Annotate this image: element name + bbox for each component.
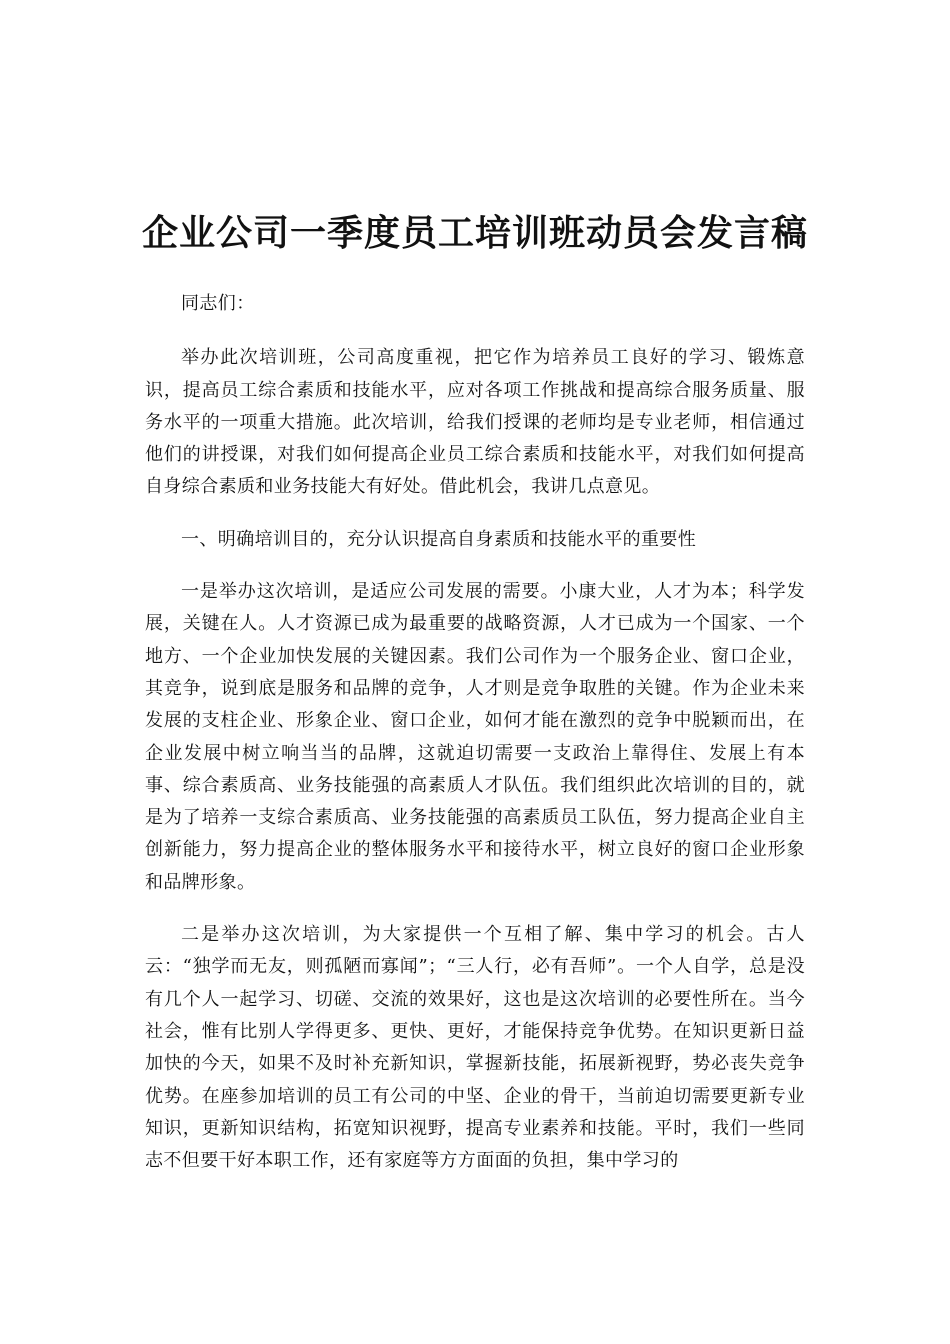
document-body: [145, 288, 805, 1197]
paragraph-intro: 举办此次培训班，公司高度重视，把它作为培养员工良好的学习、锻炼意识，提高员工综合素质和技能水平，应对各项工作挑战和提高综合服务质量、服务水平的一项重大措施。此次培训，给我们授课的老师均是专业老师，相信通过他们的讲授课，对我们如何提高企业员工综合素质和技能水平，对我们如何提高自身综合素质和业务技能大有好处。借此机会，我讲几点意见。: [145, 347, 805, 498]
document-title: 企业公司一季度员工培训班动员会发言稿: [141, 213, 808, 254]
paragraph-point-1: 一是举办这次培训，是适应公司发展的需要。小康大业，人才为本；科学发展，关键在人。人才资源已成为最重要的战略资源，人才已成为一个国家、一个地方、一个企业加快发展的关键因素。我们公司作为一个服务企业、窗口企业，其竞争，说到底是服务和品牌的竞争，人才则是竞争取胜的关键。作为企业未来发展的支柱企业、形象企业、窗口企业，如何才能在激烈的竞争中脱颖而出，在企业发展中树立响当当的品牌，这就迫切需要一支政治上靠得住、发展上有本事、综合素质高、业务技能强的高素质人才队伍。我们组织此次培训的目的，就是为了培养一支综合素质高、业务技能强的高素质员工队伍，努力提高企业自主创新能力，努力提高企业的整体服务水平和接待水平，树立良好的窗口企业形象和品牌形象。: [145, 581, 805, 893]
section-heading-1: 一、明确培训目的，充分认识提高自身素质和技能水平的重要性: [181, 528, 697, 550]
paragraph-point-2: 二是举办这次培训，为大家提供一个互相了解、集中学习的机会。古人云：“独学而无友，则孤陋而寡闻”；“三人行，必有吾师”。一个人自学，总是没有几个人一起学习、切磋、交流的效果好，这也是这次培训的必要性所在。当今社会，惟有比别人学得更多、更快、更好，才能保持竞争优势。在知识更新日益加快的今天，如果不及时补充新知识，掌握新技能，拓展新视野，势必丧失竞争优势。在座参加培训的员工有公司的中坚、企业的骨干，当前迫切需要更新专业知识，更新知识结构，拓宽知识视野，提高专业素养和技能。平时，我们一些同志不但要干好本职工作，还有家庭等方方面面的负担，集中学习的: [145, 924, 805, 1172]
greeting: 同志们：: [181, 293, 255, 314]
